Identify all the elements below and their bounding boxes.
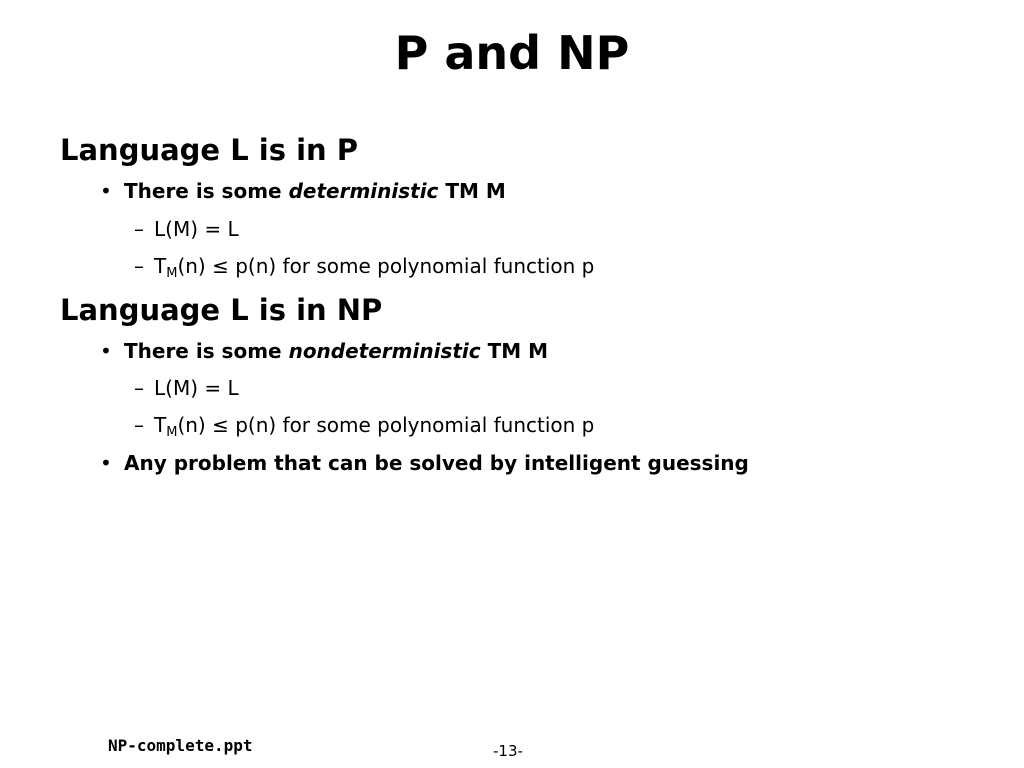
time-symbol: T [154, 254, 167, 278]
heading-language-in-np: Language L is in NP [60, 293, 383, 327]
sub-item-text: (n) ≤ p(n) for some polynomial function p [177, 254, 595, 278]
time-subscript: M [166, 425, 178, 440]
bullet-text: There is some [124, 179, 289, 203]
sub-item-text: L(M) = L [154, 217, 239, 241]
bullet-intelligent-guessing [100, 451, 749, 475]
sub-item-text: (n) ≤ p(n) for some polynomial function p [177, 413, 595, 437]
emphasis-deterministic: deterministic [288, 179, 439, 203]
sub-item-lm-equals-l [134, 376, 239, 400]
emphasis-nondeterministic: nondeterministic [288, 339, 481, 363]
slide-title: P and NP [394, 26, 630, 80]
bullet-text: There is some [124, 339, 289, 363]
bullet-dot: • [100, 179, 112, 203]
sub-item-lm-equals-l [134, 217, 239, 241]
time-subscript: M [166, 266, 178, 281]
sub-item-time-bound [134, 254, 595, 281]
bullet-dot: • [100, 339, 112, 363]
heading-language-in-p: Language L is in P [60, 133, 359, 167]
footer-page-number: -13- [493, 742, 523, 760]
sub-item-time-bound [134, 413, 595, 440]
sub-item-text: L(M) = L [154, 376, 239, 400]
bullet-text: Any problem that can be solved by intelligent guessing [124, 451, 749, 475]
dash-marker: – [134, 376, 144, 400]
bullet-nondeterministic-tm [100, 339, 548, 363]
dash-marker: – [134, 217, 144, 241]
bullet-text-tail: TM M [480, 339, 549, 363]
bullet-deterministic-tm [100, 179, 506, 203]
bullet-dot: • [100, 451, 112, 475]
dash-marker: – [134, 413, 144, 437]
footer-filename: NP-complete.ppt [108, 736, 253, 755]
bullet-text-tail: TM M [438, 179, 506, 203]
dash-marker: – [134, 254, 144, 278]
time-symbol: T [154, 413, 167, 437]
